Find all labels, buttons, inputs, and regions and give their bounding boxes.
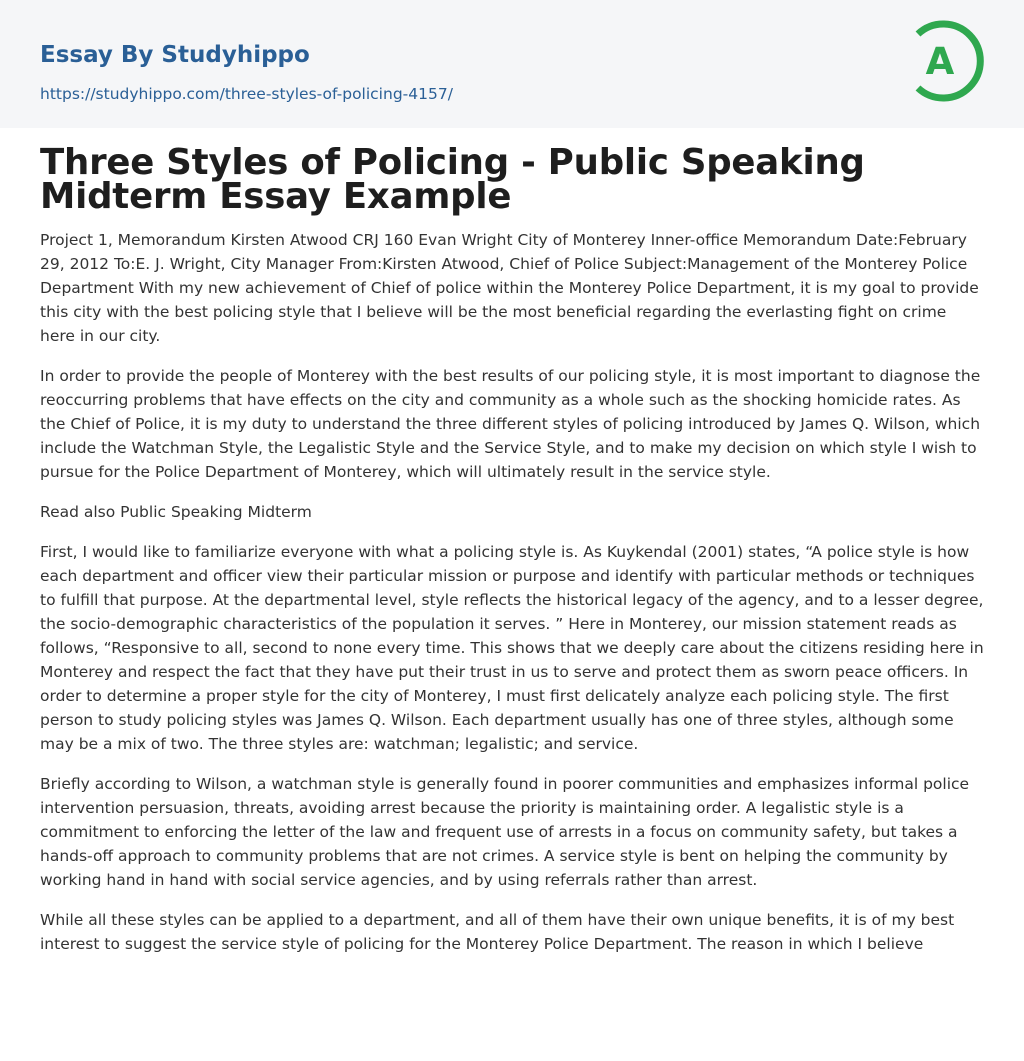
essay-paragraph-1: Project 1, Memorandum Kirsten Atwood CRJ 160 Evan Wright City of Monterey Inner-office Memorandum Date:February 29, 2012 To:E. J. Wright, City Manager From:Kirsten Atwood, Chief of Police Subject:Management of the Monterey Police Department With my new achievement of Chief of police within the Monterey Police Department, it is my goal to provide this city with the best policing style that I believe will be the most beneficial regarding the everlasting fight on crime here in our city. [40,231,979,345]
essay-content [40,142,984,972]
essay-paragraph-2: In order to provide the people of Monterey with the best results of our policing style, it is most important to diagnose the reoccurring problems that have effects on the city and community as a whole such as the shocking homicide rates. As the Chief of Police, it is my duty to understand the three different styles of policing introduced by James Q. Wilson, which include the Watchman Style, the Legalistic Style and the Service Style, and to make my decision on which style I wish to pursue for the Police Department of Monterey, which will ultimately result in the service style. [40,367,981,481]
essay-title: Three Styles of Policing - Public Speaking Midterm Essay Example [40,142,865,217]
essay-paragraph-3: First, I would like to familiarize everyone with what a policing style is. As Kuykendal (2001) states, “A police style is how each department and officer view their particular mission or purpose and identify with particular methods or techniques to fulfill that purpose. At the departmental level, style reflects the historical legacy of the agency, and to a lesser degree, the socio-demographic characteristics of the population it serves. ” Here in Monterey, our mission statement reads as follows, “Responsive to all, second to none every time. This shows that we deeply care about the citizens residing here in Monterey and respect the fact that they have put their trust in us to serve and protect them as sworn peace officers. In order to determine a proper style for the city of Monterey, I must first delicately analyze each policing style. The first person to study policing styles was James Q. Wilson. Each department usually has one of three styles, although some may be a mix of two. The three styles are: watchman; legalistic; and service. [40,543,984,753]
essay-paragraph-4: Briefly according to Wilson, a watchman style is generally found in poorer communities and emphasizes informal police intervention persuasion, threats, avoiding arrest because the priority is maintaining order. A legalistic style is a commitment to enforcing the letter of the law and frequent use of arrests in a focus on community safety, but takes a hands-off approach to community problems that are not crimes. A service style is bent on helping the community by working hand in hand with social service agencies, and by using referrals rather than arrest. [40,775,970,889]
site-title[interactable]: Essay By Studyhippo [40,42,310,68]
logo-letter: A [925,40,955,83]
logo[interactable] [912,18,988,106]
site-header [0,0,1024,128]
essay-paragraph-5: While all these styles can be applied to a department, and all of them have their own unique benefits, it is of my best interest to suggest the service style of policing for the Monterey Police Department. The reason in which I believe [40,911,955,953]
read-also-link[interactable]: Read also Public Speaking Midterm [40,503,312,521]
page-url-link[interactable]: https://studyhippo.com/three-styles-of-policing-4157/ [40,85,453,103]
